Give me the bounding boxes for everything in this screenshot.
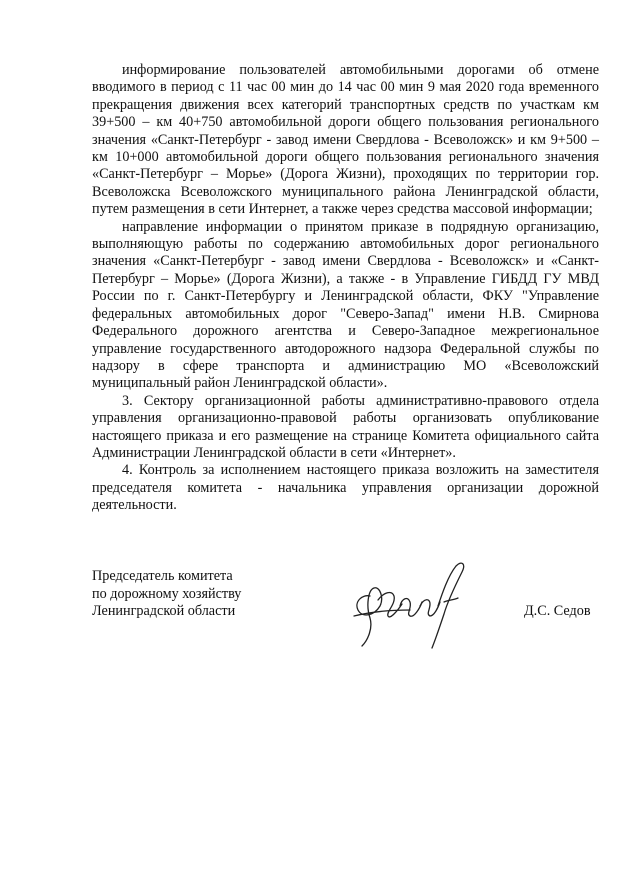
signatory-name: Д.С. Седов [524, 603, 591, 619]
handwritten-signature [340, 556, 480, 656]
paragraph-informing-users: информирование пользователей автомобильными дорогами об отмене вводимого в период с 11 час 00 мин до 14 час 00 мин 9 мая 2020 года временного прекращения движения всех категорий транспортных средств по участкам км 39+500 – км 40+750 автомобильной дороги общего пользования регионального значения «Санкт-Петербург - завод имени Свердлова - Всеволожск» и км 9+500 – км 10+000 автомобильной дороги общего пользования регионального значения «Санкт-Петербург – Морье» (Дорога Жизни), проходящих по территории гор. Всеволожска Всеволожского муниципального района Ленинградской области, путем размещения в сети Интернет, а также через средства массовой информации; [92, 62, 599, 218]
signatory-title-line: по дорожному хозяйству [92, 585, 242, 602]
signatory-title-line: Председатель комитета [92, 568, 233, 584]
signatory-title-line: Ленинградской области [92, 603, 236, 620]
document-body [92, 62, 599, 515]
paragraph-information-distribution: направление информации о принятом приказе в подрядную организацию, выполняющую работы по содержанию автомобильных дорог регионального значения «Санкт-Петербург - завод имени Свердлова - Всеволожск» и «Санкт-Петербург – Морье» (Дорога Жизни), а также - в Управление ГИБДД ГУ МВД России по г. Санкт-Петербургу и Ленинградской области, ФКУ "Управление федеральных автомобильных дорог "Северо-Запад" имени Н.В. Смирнова Федерального дорожного агентства и Северо-Западное межрегиональное управление государственного автодорожного надзора Федеральной службы по надзору в сфере транспорта и администрацию МО «Всеволожский муниципальный район Ленинградской области». [92, 218, 599, 392]
paragraph-item-3: 3. Сектору организационной работы административно-правового отдела управления организационно-правовой работы организовать опубликование настоящего приказа и его размещение на странице Комитета официального сайта Администрации Ленинградской области в сети «Интернет». [92, 392, 599, 461]
paragraph-item-4: 4. Контроль за исполнением настоящего приказа возложить на заместителя председателя комитета - начальника управления организации дорожной деятельности. [92, 462, 599, 514]
signatory-title [92, 568, 241, 621]
